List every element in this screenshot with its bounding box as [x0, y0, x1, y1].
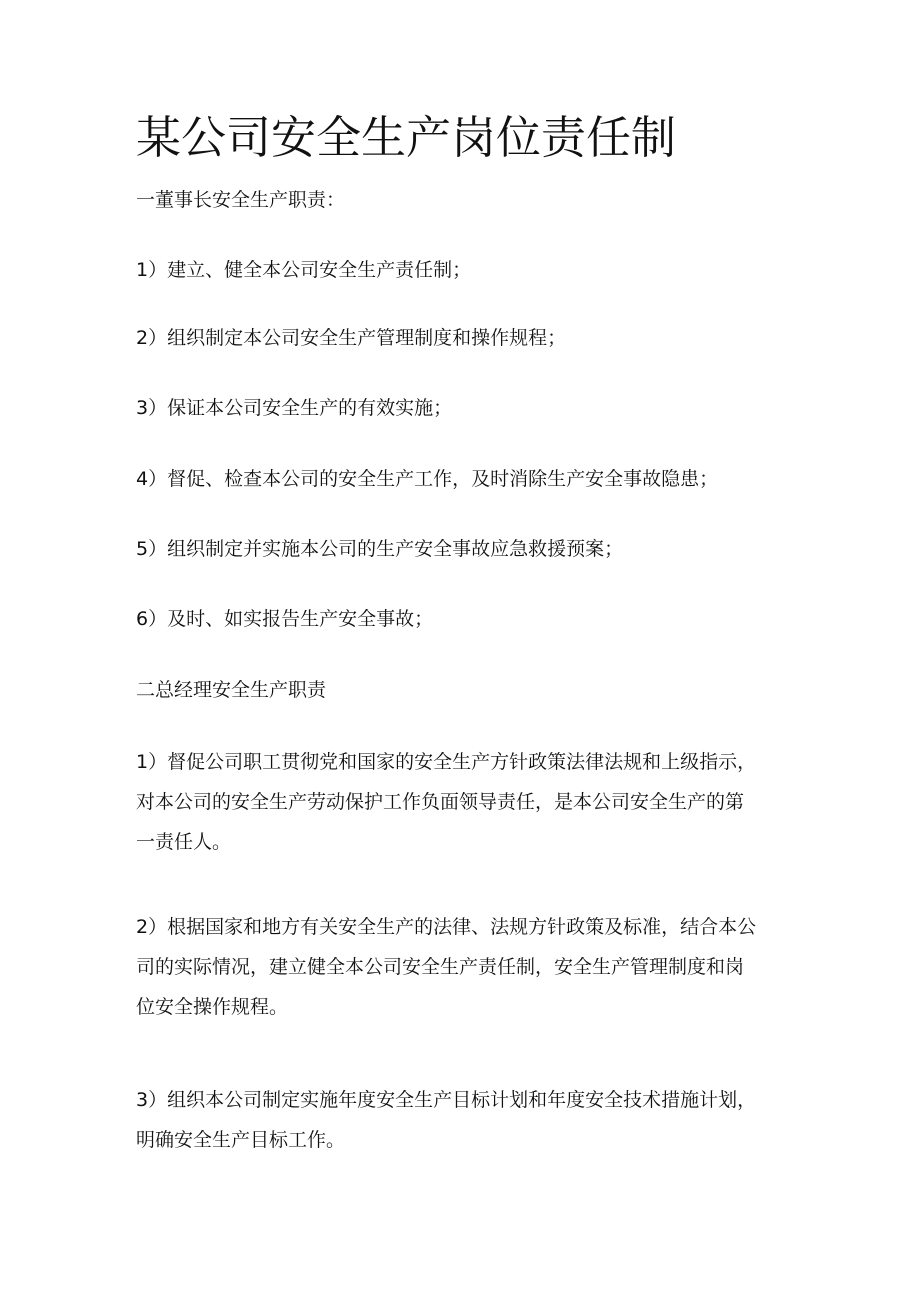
- gm-duty-2-line-3: 位安全操作规程。: [136, 996, 289, 1018]
- gm-duty-1-line-3: 一责任人。: [136, 831, 232, 853]
- chairman-duty-4: 4）督促、检查本公司的安全生产工作，及时消除生产安全事故隐患；: [136, 468, 719, 490]
- section-heading-chairman: 一董事长安全生产职责：: [136, 189, 346, 211]
- gm-duty-2-line-1: 2）根据国家和地方有关安全生产的法律、法规方针政策及标准，结合本公: [136, 916, 757, 938]
- chairman-duty-5: 5）组织制定并实施本公司的生产安全事故应急救援预案；: [136, 538, 624, 560]
- chairman-duty-1: 1）建立、健全本公司安全生产责任制；: [136, 259, 472, 281]
- gm-duty-1: [136, 742, 816, 862]
- document-title: 某公司安全生产岗位责任制: [136, 111, 677, 164]
- gm-duty-3-line-2: 明确安全生产目标工作。: [136, 1129, 346, 1151]
- chairman-duty-3: 3）保证本公司安全生产的有效实施；: [136, 397, 453, 419]
- section-heading-general-manager: 二总经理安全生产职责: [136, 679, 327, 701]
- gm-duty-1-line-1: 1）督促公司职工贯彻党和国家的安全生产方针政策法律法规和上级指示，: [136, 751, 757, 773]
- gm-duty-1-line-2: 对本公司的安全生产劳动保护工作负面领导责任，是本公司安全生产的第: [136, 791, 745, 813]
- gm-duty-2: [136, 907, 816, 1027]
- gm-duty-3: [136, 1080, 816, 1160]
- gm-duty-2-line-2: 司的实际情况，建立健全本公司安全生产责任制，安全生产管理制度和岗: [136, 956, 745, 978]
- chairman-duty-2: 2）组织制定本公司安全生产管理制度和操作规程；: [136, 327, 567, 349]
- gm-duty-3-line-1: 3）组织本公司制定实施年度安全生产目标计划和年度安全技术措施计划，: [136, 1089, 757, 1111]
- chairman-duty-6: 6）及时、如实报告生产安全事故；: [136, 608, 434, 630]
